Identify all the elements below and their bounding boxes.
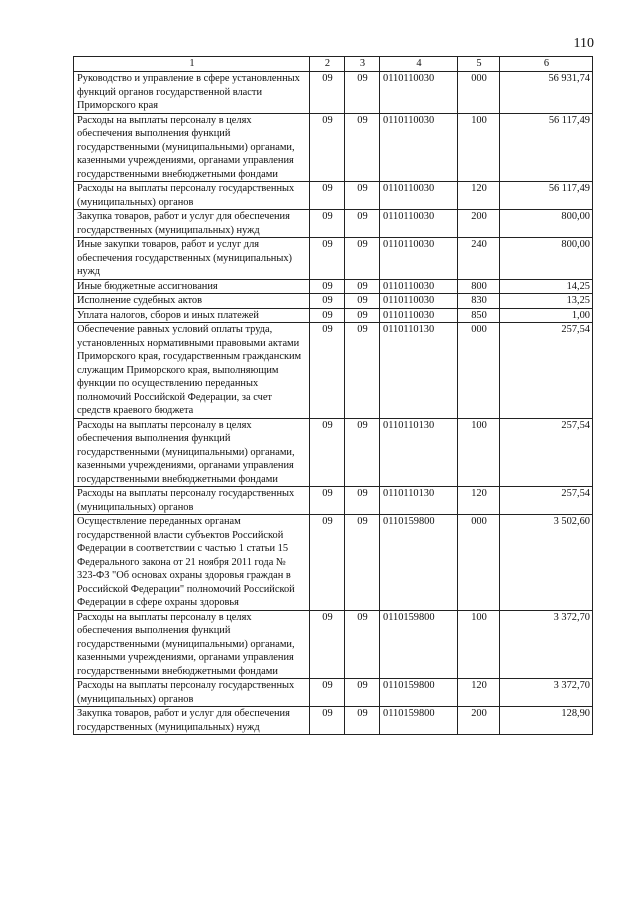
table-row (74, 279, 593, 294)
header-col-2: 2 (310, 57, 345, 72)
row-target-article: 0110159800 (380, 610, 458, 679)
row-subsection-code: 09 (345, 72, 380, 114)
row-section-code: 09 (310, 679, 345, 707)
row-amount: 56 117,49 (500, 113, 593, 182)
row-section-code: 09 (310, 323, 345, 419)
row-subsection-code: 09 (345, 279, 380, 294)
row-expense-type: 850 (458, 308, 500, 323)
row-target-article: 0110110030 (380, 238, 458, 280)
row-expense-type: 000 (458, 72, 500, 114)
row-expense-type: 100 (458, 610, 500, 679)
table-row (74, 182, 593, 210)
row-amount: 257,54 (500, 418, 593, 487)
row-target-article: 0110110130 (380, 418, 458, 487)
row-name: Иные закупки товаров, работ и услуг для обеспечения государственных (муниципальных) нужд (74, 238, 310, 280)
page-number: 110 (573, 36, 594, 51)
row-name: Уплата налогов, сборов и иных платежей (74, 308, 310, 323)
table-row (74, 113, 593, 182)
row-name: Иные бюджетные ассигнования (74, 279, 310, 294)
row-name: Расходы на выплаты персоналу государственных (муниципальных) органов (74, 487, 310, 515)
row-section-code: 09 (310, 610, 345, 679)
row-amount: 257,54 (500, 487, 593, 515)
row-amount: 14,25 (500, 279, 593, 294)
row-expense-type: 120 (458, 487, 500, 515)
row-name: Закупка товаров, работ и услуг для обеспечения государственных (муниципальных) нужд (74, 210, 310, 238)
table-row (74, 418, 593, 487)
row-section-code: 09 (310, 113, 345, 182)
table-row (74, 707, 593, 735)
table-row (74, 238, 593, 280)
row-target-article: 0110159800 (380, 515, 458, 611)
row-target-article: 0110110030 (380, 210, 458, 238)
row-section-code: 09 (310, 707, 345, 735)
row-amount: 128,90 (500, 707, 593, 735)
row-name: Исполнение судебных актов (74, 294, 310, 309)
row-subsection-code: 09 (345, 515, 380, 611)
row-name: Расходы на выплаты персоналу государственных (муниципальных) органов (74, 679, 310, 707)
row-expense-type: 000 (458, 515, 500, 611)
row-expense-type: 800 (458, 279, 500, 294)
row-subsection-code: 09 (345, 238, 380, 280)
table-row (74, 515, 593, 611)
table-header-row (74, 57, 593, 72)
row-target-article: 0110110030 (380, 294, 458, 309)
row-target-article: 0110159800 (380, 707, 458, 735)
row-target-article: 0110159800 (380, 679, 458, 707)
row-subsection-code: 09 (345, 308, 380, 323)
row-section-code: 09 (310, 308, 345, 323)
row-target-article: 0110110030 (380, 113, 458, 182)
row-expense-type: 120 (458, 679, 500, 707)
table-row (74, 610, 593, 679)
row-target-article: 0110110130 (380, 487, 458, 515)
row-name: Осуществление переданных органам государственной власти субъектов Российской Федерации в соответствии с частью 1 статьи 15 Федерального закона от 21 ноября 2011 года № 323-ФЗ "Об основах охраны здоровья граждан в Российской Федерации" полномочий Российской Федерации в сфере охраны здоровья (74, 515, 310, 611)
row-target-article: 0110110030 (380, 308, 458, 323)
row-amount: 56 931,74 (500, 72, 593, 114)
header-col-3: 3 (345, 57, 380, 72)
row-expense-type: 100 (458, 418, 500, 487)
row-expense-type: 830 (458, 294, 500, 309)
row-section-code: 09 (310, 72, 345, 114)
row-name: Расходы на выплаты персоналу государственных (муниципальных) органов (74, 182, 310, 210)
row-amount: 3 502,60 (500, 515, 593, 611)
row-subsection-code: 09 (345, 487, 380, 515)
row-expense-type: 100 (458, 113, 500, 182)
row-section-code: 09 (310, 294, 345, 309)
row-expense-type: 200 (458, 210, 500, 238)
row-subsection-code: 09 (345, 210, 380, 238)
row-expense-type: 240 (458, 238, 500, 280)
header-col-5: 5 (458, 57, 500, 72)
row-amount: 800,00 (500, 238, 593, 280)
row-amount: 56 117,49 (500, 182, 593, 210)
row-section-code: 09 (310, 238, 345, 280)
table-row (74, 679, 593, 707)
row-name: Расходы на выплаты персоналу в целях обеспечения выполнения функций государственными (муниципальными) органами, казенными учреждениями, органами управления государственными внебюджетными фондами (74, 610, 310, 679)
row-amount: 3 372,70 (500, 679, 593, 707)
row-target-article: 0110110030 (380, 182, 458, 210)
row-section-code: 09 (310, 418, 345, 487)
row-subsection-code: 09 (345, 182, 380, 210)
row-section-code: 09 (310, 182, 345, 210)
row-subsection-code: 09 (345, 113, 380, 182)
row-name: Обеспечение равных условий оплаты труда, установленных нормативными правовыми актами Приморского края, государственным гражданским служащим Приморского края, выполняющим функции по осуществлению переданных полномочий Российской Федерации, за счет средств краевого бюджета (74, 323, 310, 419)
row-name: Расходы на выплаты персоналу в целях обеспечения выполнения функций государственными (муниципальными) органами, казенными учреждениями, органами управления государственными внебюджетными фондами (74, 418, 310, 487)
row-subsection-code: 09 (345, 679, 380, 707)
row-section-code: 09 (310, 515, 345, 611)
row-amount: 800,00 (500, 210, 593, 238)
row-subsection-code: 09 (345, 323, 380, 419)
row-name: Расходы на выплаты персоналу в целях обеспечения выполнения функций государственными (муниципальными) органами, казенными учреждениями, органами управления государственными внебюджетными фондами (74, 113, 310, 182)
row-section-code: 09 (310, 279, 345, 294)
row-target-article: 0110110030 (380, 279, 458, 294)
header-col-1: 1 (74, 57, 310, 72)
table-row (74, 323, 593, 419)
table-row (74, 210, 593, 238)
row-amount: 13,25 (500, 294, 593, 309)
table-row (74, 72, 593, 114)
row-name: Закупка товаров, работ и услуг для обеспечения государственных (муниципальных) нужд (74, 707, 310, 735)
budget-table (73, 56, 593, 735)
row-name: Руководство и управление в сфере установленных функций органов государственной власти Приморского края (74, 72, 310, 114)
row-amount: 1,00 (500, 308, 593, 323)
row-subsection-code: 09 (345, 707, 380, 735)
row-subsection-code: 09 (345, 294, 380, 309)
row-subsection-code: 09 (345, 418, 380, 487)
row-amount: 3 372,70 (500, 610, 593, 679)
row-target-article: 0110110030 (380, 72, 458, 114)
row-subsection-code: 09 (345, 610, 380, 679)
row-expense-type: 200 (458, 707, 500, 735)
table-row (74, 294, 593, 309)
row-target-article: 0110110130 (380, 323, 458, 419)
header-col-4: 4 (380, 57, 458, 72)
row-section-code: 09 (310, 487, 345, 515)
row-amount: 257,54 (500, 323, 593, 419)
table-row (74, 487, 593, 515)
row-section-code: 09 (310, 210, 345, 238)
row-expense-type: 120 (458, 182, 500, 210)
header-col-6: 6 (500, 57, 593, 72)
row-expense-type: 000 (458, 323, 500, 419)
table-row (74, 308, 593, 323)
